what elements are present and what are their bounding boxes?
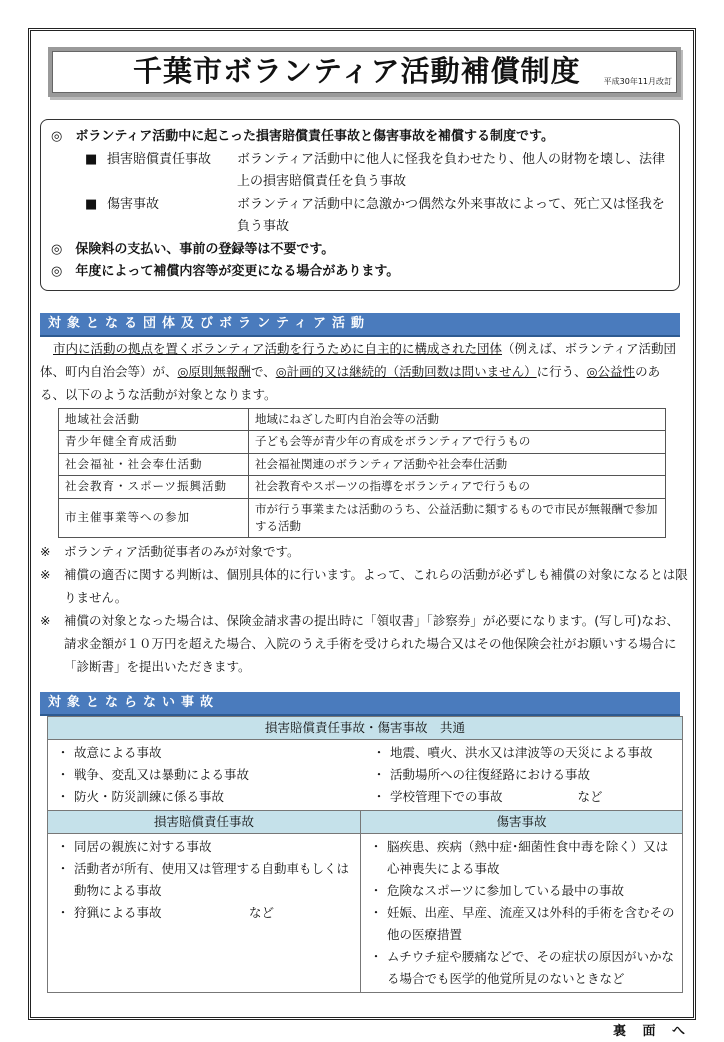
- bullet-icon: ・: [372, 788, 386, 804]
- liability-header: 損害賠償責任事故: [48, 810, 361, 833]
- excluded-item: [365, 836, 678, 880]
- bullet-icon: ・: [372, 744, 386, 760]
- excluded-item: [52, 742, 362, 764]
- activities-table: [58, 408, 666, 538]
- note-text: 補償の適否に関する判断は、個別具体的に行います。よって、これらの活動が必ずしも補償の対象になるとは限りません。: [64, 566, 688, 605]
- paragraph-segment: のある、以下のような活動が対象となります。: [40, 363, 661, 402]
- excluded-item: [365, 946, 678, 990]
- note-item: [40, 540, 690, 563]
- section-heading-covered: 対象となる団体及びボランティア活動: [40, 313, 680, 337]
- bullet-icon: ・: [369, 948, 383, 964]
- summary-lead: ◎ ボランティア活動中に起こった損害賠償責任事故と傷害事故を補償する制度です。: [51, 129, 555, 144]
- title-box: [48, 47, 681, 97]
- definition-liability: [51, 149, 669, 194]
- activity-type: 青少年健全育成活動: [59, 431, 249, 454]
- excluded-item-text: ムチウチ症や腰痛などで、その症状の原因がいかなる場合でも医学的他覚所見のないときなど: [387, 948, 675, 986]
- excluded-item-text: 戦争、変乱又は暴動による事故: [74, 766, 250, 782]
- paragraph-segment: ◎計画的又は継続的（活動回数は問いません）: [275, 363, 537, 379]
- activity-row: [59, 476, 666, 499]
- liability-cell: [48, 833, 361, 992]
- activity-desc: 社会福祉関連のボランティア活動や社会奉仕活動: [249, 453, 666, 476]
- activity-row: [59, 453, 666, 476]
- common-cell: [48, 739, 683, 810]
- excluded-item: [368, 764, 678, 786]
- paragraph-segment: （例えば、ボランティア活動団体、町内自治会等）が、: [40, 340, 677, 379]
- definition-desc: ボランティア活動中に他人に怪我を負わせたり、他人の財物を壊し、法律上の損害賠償責任を負う事故: [237, 151, 665, 189]
- excluded-item: [368, 786, 678, 808]
- notes: [40, 540, 690, 678]
- excluded-item-text: 危険なスポーツに参加している最中の事故: [387, 882, 625, 898]
- revision-date: 平成30年11月改訂: [603, 77, 672, 86]
- paragraph-segment: ◎原則無報酬: [177, 363, 251, 379]
- paragraph-segment: で、: [250, 363, 276, 379]
- page-border: [28, 28, 696, 1020]
- bullet-icon: ・: [56, 744, 70, 760]
- activity-row: [59, 498, 666, 537]
- square-bullet-icon: ■: [85, 196, 98, 212]
- excluded-item: [365, 880, 678, 902]
- turn-over-label: 裏 面 へ: [613, 1023, 692, 1039]
- page-title: 千葉市ボランティア活動補償制度: [133, 54, 581, 88]
- note-item: [40, 563, 690, 609]
- paragraph-segment: ◎公益性: [586, 363, 636, 379]
- definition-term: 傷害事故: [107, 196, 160, 212]
- activity-desc: 地域にねざした町内自治会等の活動: [249, 408, 666, 431]
- summary-point: ◎ 年度によって補償内容等が変更になる場合があります。: [51, 264, 400, 279]
- note-item: [40, 609, 690, 678]
- bullet-icon: ・: [372, 766, 386, 782]
- excluded-item-text: 学校管理下での事故 など: [390, 788, 603, 804]
- activity-type: 社会教育・スポーツ振興活動: [59, 476, 249, 499]
- excluded-item: [52, 786, 362, 808]
- excluded-item-text: 脳疾患、疾病（熱中症･細菌性食中毒を除く）又は心神喪失による事故: [387, 838, 669, 876]
- excluded-item-text: 狩猟による事故 など: [74, 904, 275, 920]
- note-text: ボランティア活動従事者のみが対象です。: [64, 543, 300, 559]
- excluded-item: [52, 902, 356, 924]
- injury-header: 傷害事故: [361, 810, 683, 833]
- excluded-table: [47, 716, 683, 993]
- activity-type: 市主催事業等への参加: [59, 498, 249, 537]
- injury-cell: [361, 833, 683, 992]
- activity-row: [59, 431, 666, 454]
- summary-box: [40, 119, 680, 291]
- bullet-icon: ・: [56, 788, 70, 804]
- bullet-icon: ・: [56, 904, 70, 920]
- note-text: 補償の対象となった場合は、保険金請求書の提出時に「領収書」「診察券」が必要になります。(写し可)なお、請求金額が１０万円を超えた場合、入院のうえ手術を受けられた場合又はその他保険会社がお願いする場合に「診断書」を提出いただきます。: [64, 612, 680, 674]
- definition-injury: [51, 194, 669, 239]
- definition-desc: ボランティア活動中に急激かつ偶然な外来事故によって、死亡又は怪我を負う事故: [237, 196, 665, 234]
- square-bullet-icon: ■: [85, 151, 98, 167]
- section-heading-excluded: 対象とならない事故: [40, 692, 680, 716]
- excluded-item-text: 地震、噴火、洪水又は津波等の天災による事故: [390, 744, 653, 760]
- common-header: 損害賠償責任事故・傷害事故 共通: [48, 716, 683, 739]
- definition-term: 損害賠償責任事故: [107, 151, 212, 167]
- bullet-icon: ・: [369, 882, 383, 898]
- bullet-icon: ・: [56, 838, 70, 854]
- excluded-item: [52, 764, 362, 786]
- paragraph-segment: 市内に活動の拠点を置くボランティア活動を行うために自主的に構成された団体: [53, 340, 503, 356]
- excluded-item-text: 同居の親族に対する事故: [74, 838, 212, 854]
- activity-type: 地域社会活動: [59, 408, 249, 431]
- activity-desc: 子ども会等が青少年の育成をボランティアで行うもの: [249, 431, 666, 454]
- summary-point: ◎ 保険料の支払い、事前の登録等は不要です。: [51, 241, 335, 257]
- bullet-icon: ・: [56, 766, 70, 782]
- bullet-icon: ・: [369, 838, 383, 854]
- excluded-item-text: 故意による事故: [74, 744, 162, 760]
- activity-row: [59, 408, 666, 431]
- excluded-item-text: 活動者が所有、使用又は管理する自動車もしくは動物による事故: [74, 860, 350, 898]
- activity-desc: 社会教育やスポーツの指導をボランティアで行うもの: [249, 476, 666, 499]
- excluded-item: [52, 858, 356, 902]
- excluded-item-text: 活動場所への往復経路における事故: [390, 766, 591, 782]
- reference-mark-icon: ※: [40, 543, 51, 559]
- bullet-icon: ・: [56, 860, 70, 876]
- activity-desc: 市が行う事業または活動のうち、公益活動に類するもので市民が無報酬で参加する活動: [249, 498, 666, 537]
- activity-type: 社会福祉・社会奉仕活動: [59, 453, 249, 476]
- bullet-icon: ・: [369, 904, 383, 920]
- reference-mark-icon: ※: [40, 566, 51, 582]
- reference-mark-icon: ※: [40, 612, 51, 628]
- excluded-item: [365, 902, 678, 946]
- excluded-item: [368, 742, 678, 764]
- excluded-item-text: 妊娠、出産、早産、流産又は外科的手術を含むその他の医療措置: [387, 904, 675, 942]
- excluded-item: [52, 836, 356, 858]
- excluded-item-text: 防火・防災訓練に係る事故: [74, 788, 225, 804]
- paragraph-segment: に行う、: [536, 363, 587, 379]
- covered-paragraph: [40, 337, 684, 406]
